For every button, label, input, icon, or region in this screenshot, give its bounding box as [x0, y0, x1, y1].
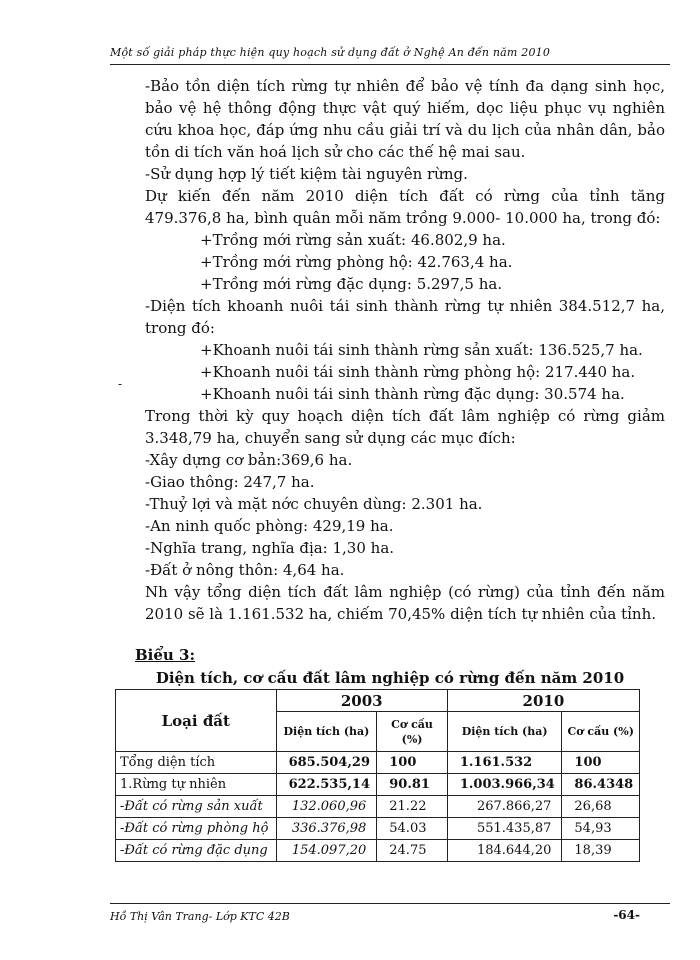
- table-row: [116, 818, 640, 840]
- cell-area-2010: 267.866,27: [447, 796, 562, 818]
- list-item: +Khoanh nuôi tái sinh thành rừng phòng hộ: 217.440 ha.: [200, 363, 636, 381]
- footer-author: Hồ Thị Vân Trang- Lớp KTC 42B: [110, 910, 290, 923]
- list-item: +Khoanh nuôi tái sinh thành rừng đặc dụng: 30.574 ha.: [200, 385, 625, 403]
- cell-share-2003: 100: [377, 752, 448, 774]
- list-item: -Thuỷ lợi và mặt nớc chuyên dùng: 2.301 ha.: [145, 495, 483, 513]
- sub-header-share: Cơ cấu (%): [562, 712, 640, 752]
- header-title: Một số giải pháp thực hiện quy hoạch sử dụng đất ở Nghệ An đến năm 2010: [110, 46, 551, 59]
- list-item: +Trồng mới rừng đặc dụng: 5.297,5 ha.: [200, 275, 503, 293]
- paragraph: Nh vậy tổng diện tích đất lâm nghiệp (có rừng) của tỉnh đến năm 2010 sẽ là 1.161.532 ha, chiếm 70,45% diện tích tự nhiên của tỉnh.: [145, 583, 665, 623]
- cell-area-2003: 336.376,98: [276, 818, 377, 840]
- cell-share-2010: 86.4348: [562, 774, 640, 796]
- cell-area-2010: 1.161.532: [447, 752, 562, 774]
- cell-share-2003: 90.81: [377, 774, 448, 796]
- cell-share-2003: 21.22: [377, 796, 448, 818]
- forest-land-table: [115, 689, 640, 862]
- list-item: -Nghĩa trang, nghĩa địa: 1,30 ha.: [145, 539, 395, 557]
- cell-area-2010: 551.435,87: [447, 818, 562, 840]
- cell-share-2010: 54,93: [562, 818, 640, 840]
- paragraph: -Bảo tồn diện tích rừng tự nhiên để bảo vệ tính đa dạng sinh học, bảo vệ hệ thông động thực vật quý hiếm, dọc liệu phục vụ nghiên cứu khoa học, đáp ứng nhu cầu giải trí và du lịch của nhân dân, bảo tồn di tích văn hoá lịch sử cho các thế hệ mai sau.: [145, 77, 665, 161]
- paragraph: -Sử dụng hợp lý tiết kiệm tài nguyên rừng.: [145, 165, 468, 183]
- cell-area-2003: 622.535,14: [276, 774, 377, 796]
- table-row: [116, 774, 640, 796]
- paragraph: -Diện tích khoanh nuôi tái sinh thành rừng tự nhiên 384.512,7 ha, trong đó:: [145, 297, 665, 337]
- sub-header-area: Diện tích (ha): [447, 712, 562, 752]
- page-number: -64-: [613, 908, 640, 922]
- cell-share-2010: 18,39: [562, 840, 640, 862]
- stray-mark: -: [118, 377, 123, 391]
- col-header-type: Loại đất: [116, 690, 277, 752]
- row-label: -Đất có rừng sản xuất: [116, 796, 277, 818]
- list-item: +Khoanh nuôi tái sinh thành rừng sản xuất: 136.525,7 ha.: [200, 341, 643, 359]
- col-header-2010: 2010: [447, 690, 639, 712]
- table-row: [116, 840, 640, 862]
- cell-share-2010: 100: [562, 752, 640, 774]
- row-label: -Đất có rừng phòng hộ: [116, 818, 277, 840]
- table-row: [116, 796, 640, 818]
- list-item: +Trồng mới rừng sản xuất: 46.802,9 ha.: [200, 231, 506, 249]
- table-row: [116, 752, 640, 774]
- cell-share-2003: 24.75: [377, 840, 448, 862]
- list-item: -An ninh quốc phòng: 429,19 ha.: [145, 517, 394, 535]
- list-item: -Xây dựng cơ bản:369,6 ha.: [145, 451, 353, 469]
- sub-header-area: Diện tích (ha): [276, 712, 377, 752]
- row-label: Tổng diện tích: [116, 752, 277, 774]
- list-item: +Trồng mới rừng phòng hộ: 42.763,4 ha.: [200, 253, 513, 271]
- cell-area-2003: 132.060,96: [276, 796, 377, 818]
- sub-header-share: Cơ cấu (%): [377, 712, 448, 752]
- table-title: Diện tích, cơ cấu đất lâm nghiệp có rừng đến năm 2010: [155, 669, 625, 687]
- row-label: -Đất có rừng đặc dụng: [116, 840, 277, 862]
- row-label: 1.Rừng tự nhiên: [116, 774, 277, 796]
- cell-area-2003: 685.504,29: [276, 752, 377, 774]
- cell-area-2003: 154.097,20: [276, 840, 377, 862]
- cell-share-2003: 54.03: [377, 818, 448, 840]
- page-header: [110, 40, 670, 65]
- page-footer: [110, 903, 670, 926]
- cell-area-2010: 184.644,20: [447, 840, 562, 862]
- paragraph: Dự kiến đến năm 2010 diện tích đất có rừng của tỉnh tăng 479.376,8 ha, bình quân mỗi năm trồng 9.000- 10.000 ha, trong đó:: [145, 187, 665, 227]
- cell-area-2010: 1.003.966,34: [447, 774, 562, 796]
- table-label: Biểu 3:: [135, 646, 196, 664]
- paragraph: Trong thời kỳ quy hoạch diện tích đất lâm nghiệp có rừng giảm 3.348,79 ha, chuyển sang sử dụng các mục đích:: [145, 407, 665, 447]
- list-item: -Đất ở nông thôn: 4,64 ha.: [145, 561, 345, 579]
- cell-share-2010: 26,68: [562, 796, 640, 818]
- list-item: -Giao thông: 247,7 ha.: [145, 473, 315, 491]
- col-header-2003: 2003: [276, 690, 447, 712]
